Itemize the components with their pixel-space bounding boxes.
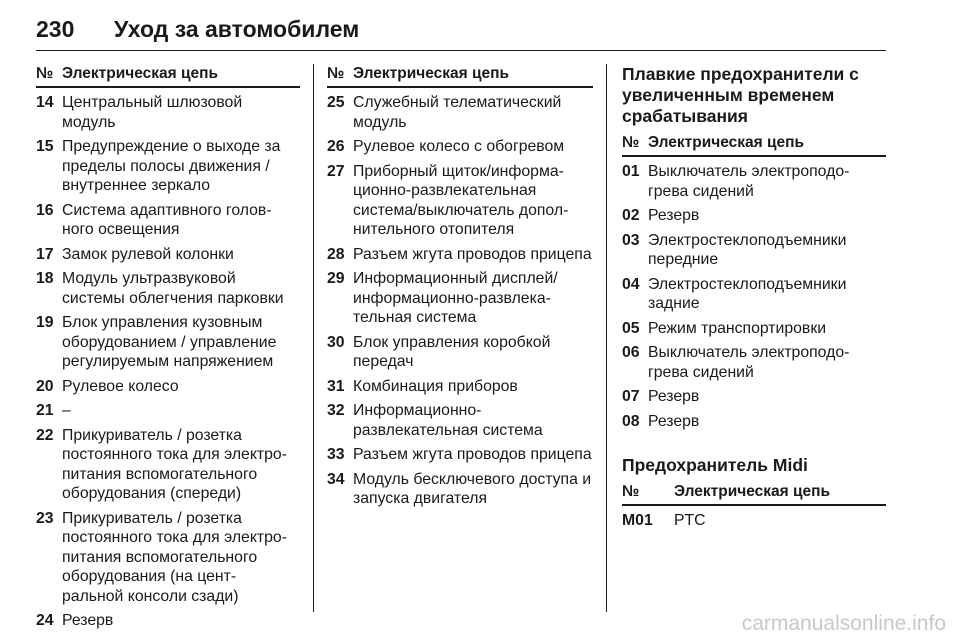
circuit-description: Предупреждение о выходе за пределы полосы движения / внутреннее зеркало bbox=[62, 138, 281, 194]
header-circuit: Электрическая цепь bbox=[353, 65, 510, 82]
fuse-number: 06 bbox=[622, 344, 640, 361]
fuse-number: 05 bbox=[622, 319, 640, 337]
circuit-description: Электростеклоподъемники задние bbox=[648, 275, 847, 312]
fuse-number: 27 bbox=[327, 162, 345, 180]
circuit-description: Выключатель электроподо- грева сидений bbox=[648, 344, 850, 381]
circuit-description: Центральный шлюзовой модуль bbox=[62, 94, 243, 131]
fuse-number: 18 bbox=[36, 270, 54, 287]
table-row bbox=[622, 387, 886, 407]
circuit-description: Электростеклоподъемники передние bbox=[648, 231, 847, 268]
fuse-number: 21 bbox=[36, 402, 54, 419]
table-row bbox=[327, 445, 593, 465]
fuse-table-3 bbox=[622, 162, 886, 431]
circuit-description: Рулевое колесо с обогревом bbox=[353, 138, 565, 155]
fuse-number: 23 bbox=[36, 509, 54, 527]
table-row bbox=[622, 319, 886, 339]
table-row bbox=[327, 333, 593, 372]
fuse-number: 03 bbox=[622, 231, 640, 249]
fuse-number: 20 bbox=[36, 377, 54, 395]
header-number: № bbox=[622, 134, 640, 151]
table-row bbox=[327, 162, 593, 240]
circuit-description: PTC bbox=[674, 512, 706, 529]
circuit-description: Блок управления кузовным оборудованием / управление регулируемым напряжением bbox=[62, 314, 277, 370]
table-row bbox=[622, 275, 886, 314]
table-row bbox=[622, 162, 886, 201]
table-row bbox=[327, 245, 593, 265]
section-title-midi: Предохранитель Midi bbox=[622, 455, 808, 475]
fuse-number: 34 bbox=[327, 470, 345, 488]
header-number: № bbox=[327, 65, 345, 82]
header-number: № bbox=[622, 483, 640, 500]
watermark: carmanualsonline.info bbox=[741, 612, 946, 635]
table-row bbox=[622, 343, 886, 382]
fuse-number: 29 bbox=[327, 270, 345, 287]
circuit-description: Рулевое колесо bbox=[62, 377, 179, 395]
fuse-number: 22 bbox=[36, 426, 54, 444]
fuse-number: 07 bbox=[622, 388, 640, 405]
fuse-number: 01 bbox=[622, 163, 640, 180]
circuit-description: Резерв bbox=[648, 388, 700, 405]
fuse-number: 31 bbox=[327, 377, 345, 395]
circuit-description: Резерв bbox=[62, 612, 114, 629]
table-header bbox=[622, 133, 886, 157]
header-number: № bbox=[36, 65, 54, 82]
circuit-description: Режим транспортировки bbox=[648, 319, 827, 337]
fuse-number: 24 bbox=[36, 612, 54, 629]
fuse-number: 19 bbox=[36, 314, 54, 331]
table-row bbox=[327, 137, 593, 157]
table-row bbox=[36, 401, 300, 421]
table-row bbox=[36, 137, 300, 196]
table-row bbox=[327, 93, 593, 132]
table-row bbox=[36, 611, 300, 631]
table-row bbox=[36, 245, 300, 265]
table-row bbox=[622, 412, 886, 432]
circuit-description: Разъем жгута проводов прицепа bbox=[353, 446, 592, 463]
circuit-description: Служебный телематический модуль bbox=[353, 94, 562, 131]
fuse-number: 02 bbox=[622, 207, 640, 224]
fuse-number: 32 bbox=[327, 402, 345, 419]
table-header bbox=[622, 482, 886, 506]
fuse-column-1 bbox=[36, 64, 300, 631]
fuse-table-1 bbox=[36, 93, 300, 631]
circuit-description: Блок управления коробкой передач bbox=[353, 333, 551, 370]
table-row bbox=[327, 269, 593, 328]
fuse-number: 16 bbox=[36, 201, 54, 219]
fuse-number: 14 bbox=[36, 94, 54, 111]
header-circuit: Электрическая цепь bbox=[62, 65, 219, 82]
page-header bbox=[36, 10, 886, 51]
table-row bbox=[327, 401, 593, 440]
circuit-description: Резерв bbox=[648, 207, 700, 224]
fuse-column-3 bbox=[622, 64, 886, 531]
fuse-number: 26 bbox=[327, 138, 345, 155]
circuit-description: Выключатель электроподо- грева сидений bbox=[648, 163, 850, 200]
table-row bbox=[622, 231, 886, 270]
circuit-description: Система адаптивного голов- ного освещения bbox=[62, 201, 272, 238]
fuse-number: M01 bbox=[622, 512, 653, 529]
table-row bbox=[36, 509, 300, 607]
column-divider bbox=[313, 64, 314, 612]
table-row bbox=[622, 511, 886, 531]
circuit-description: Приборный щиток/информа- ционно-развлекательная система/выключатель допол- нительного отопителя bbox=[353, 162, 569, 238]
fuse-column-2 bbox=[327, 64, 593, 509]
fuse-number: 04 bbox=[622, 275, 640, 293]
fuse-number: 15 bbox=[36, 138, 54, 155]
table-row bbox=[36, 377, 300, 397]
circuit-description: Прикуриватель / розетка постоянного тока для электро- питания вспомогательного оборудования (на цент- ральной консоли сзади) bbox=[62, 509, 287, 605]
table-row bbox=[36, 201, 300, 240]
circuit-description: – bbox=[62, 402, 71, 419]
table-row bbox=[36, 93, 300, 132]
circuit-description: Информационно- развлекательная система bbox=[353, 402, 543, 439]
circuit-description: Модуль ультразвуковой системы облегчения парковки bbox=[62, 270, 284, 307]
header-circuit: Электрическая цепь bbox=[674, 483, 831, 500]
table-row bbox=[36, 426, 300, 504]
fuse-number: 08 bbox=[622, 412, 640, 430]
circuit-description: Комбинация приборов bbox=[353, 377, 518, 395]
circuit-description: Замок рулевой колонки bbox=[62, 245, 234, 263]
fuse-number: 17 bbox=[36, 245, 54, 263]
fuse-table-midi bbox=[622, 511, 886, 531]
page-number: 230 bbox=[36, 16, 75, 42]
table-header bbox=[327, 64, 593, 88]
column-divider bbox=[606, 64, 607, 612]
section-title: Плавкие предохранители с увеличенным временем срабатывания bbox=[622, 64, 859, 126]
circuit-description: Модуль бесключевого доступа и запуска двигателя bbox=[353, 470, 592, 507]
fuse-number: 25 bbox=[327, 94, 345, 111]
table-row bbox=[622, 206, 886, 226]
fuse-table-2 bbox=[327, 93, 593, 509]
table-header bbox=[36, 64, 300, 88]
fuse-number: 28 bbox=[327, 245, 345, 263]
table-row bbox=[327, 470, 593, 509]
circuit-description: Резерв bbox=[648, 412, 700, 430]
table-row bbox=[327, 377, 593, 397]
header-circuit: Электрическая цепь bbox=[648, 134, 805, 151]
circuit-description: Прикуриватель / розетка постоянного тока для электро- питания вспомогательного оборудования (спереди) bbox=[62, 426, 287, 502]
page-title: Уход за автомобилем bbox=[114, 16, 360, 42]
circuit-description: Информационный дисплей/ информационно-развлека- тельная система bbox=[353, 270, 558, 326]
circuit-description: Разъем жгута проводов прицепа bbox=[353, 245, 592, 263]
table-row bbox=[36, 313, 300, 372]
fuse-number: 33 bbox=[327, 446, 345, 463]
fuse-number: 30 bbox=[327, 333, 345, 351]
table-row bbox=[36, 269, 300, 308]
